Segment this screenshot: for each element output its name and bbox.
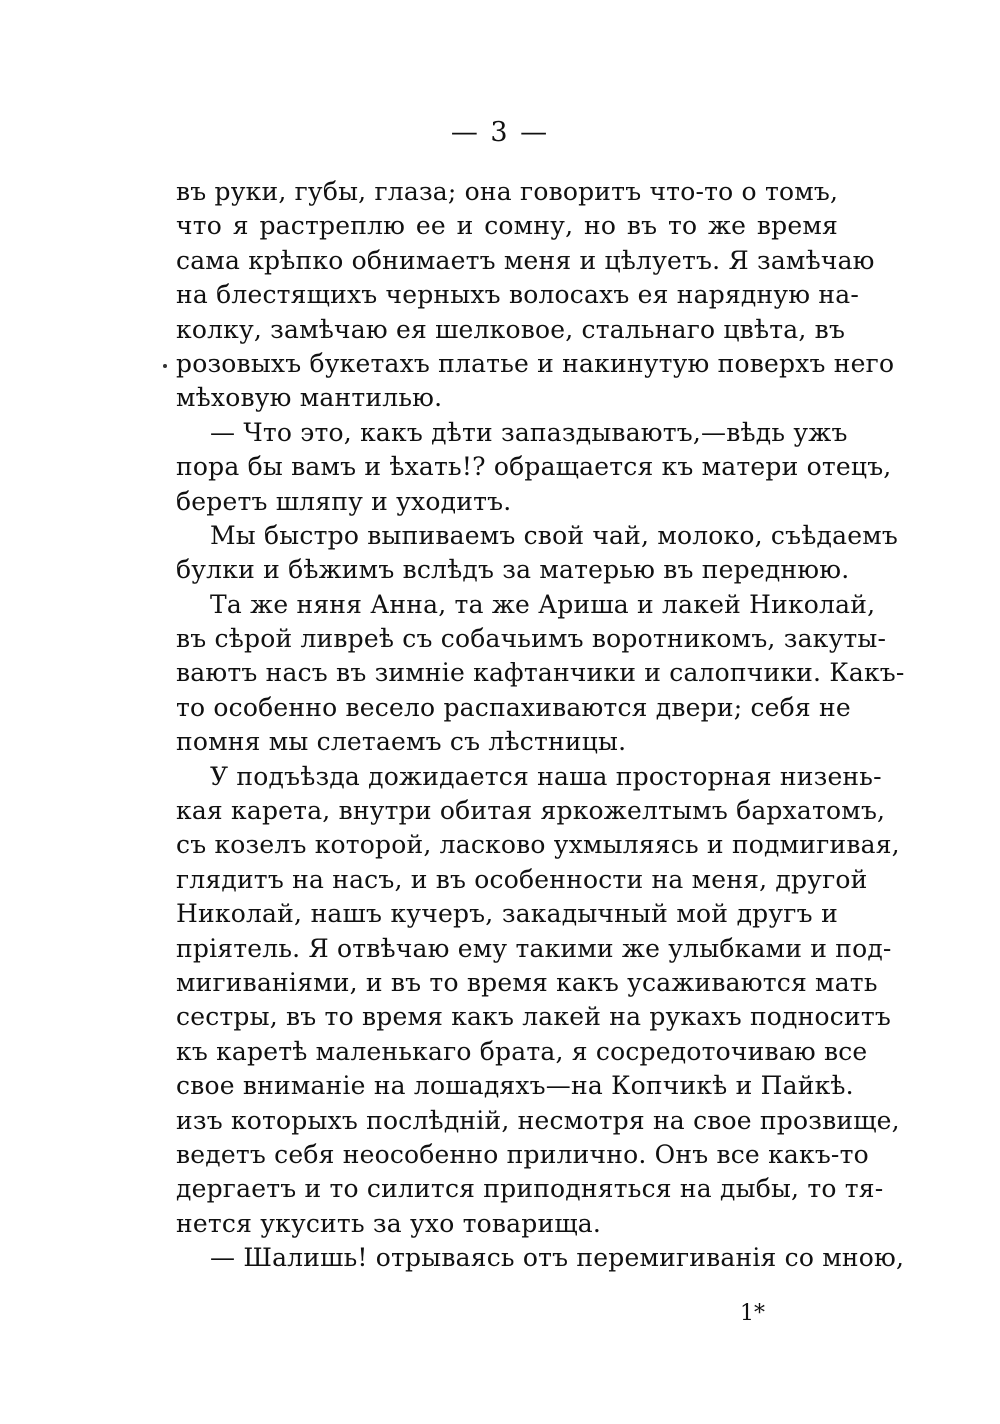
text-line: изъ которыхъ послѣдній, несмотря на свое прозвище, [176, 1105, 900, 1135]
text-line: — Шалишь! отрываясь отъ перемигиванія со мною, [210, 1243, 905, 1273]
text-line: нется укусить за ухо товарища. [176, 1208, 602, 1238]
text-line: булки и бѣжимъ вслѣдъ за матерью въ переднюю. [176, 555, 850, 585]
page-body-text [176, 175, 905, 1276]
text-line: пора бы вамъ и ѣхать!? обращается къ матери отецъ, [176, 452, 892, 482]
text-line: пріятель. Я отвѣчаю ему такими же улыбками и под- [176, 933, 892, 963]
text-line: ведетъ себя неособенно прилично. Онъ все какъ-то [176, 1139, 869, 1169]
text-line: беретъ шляпу и уходитъ. [176, 486, 512, 516]
text-line: съ козелъ которой, ласково ухмыляясь и подмигивая, [176, 830, 900, 860]
text-line: мѣховую мантилью. [176, 383, 443, 413]
margin-speck [163, 364, 167, 368]
text-line: Мы быстро выпиваемъ свой чай, молоко, съѣдаемъ [210, 520, 898, 550]
text-line: — Что это, какъ дѣти запаздываютъ,—вѣдь ужъ [210, 417, 848, 447]
text-line: въ руки, губы, глаза; она говоритъ что-то о томъ, [176, 177, 839, 206]
text-line: колку, замѣчаю ея шелковое, стальнаго цвѣта, въ [176, 314, 846, 344]
text-line: У подъѣзда дожидается наша просторная низень- [210, 761, 882, 791]
text-line: Та же няня Анна, та же Ариша и лакей Николай, [210, 589, 876, 619]
text-line: Николай, нашъ кучеръ, закадычный мой другъ и [176, 899, 838, 929]
text-line: на блестящихъ черныхъ волосахъ ея нарядную на- [176, 280, 860, 310]
text-line: глядитъ на насъ, и въ особенности на меня, другой [176, 864, 868, 894]
text-line: кая карета, внутри обитая яркожелтымъ бархатомъ, [176, 796, 886, 826]
text-line: то особенно весело распахиваются двери; себя не [176, 692, 851, 722]
text-line: къ каретѣ маленькаго брата, я сосредоточиваю все [176, 1036, 868, 1066]
text-line: помня мы слетаемъ съ лѣстницы. [176, 727, 627, 757]
text-line: дергаетъ и то силится приподняться на дыбы, то тя- [176, 1174, 884, 1204]
text-line: ваютъ насъ въ зимніе кафтанчики и салопчики. Какъ- [176, 658, 905, 688]
text-line: сама крѣпко обнимаетъ меня и цѣлуетъ. Я замѣчаю [176, 245, 875, 275]
page-number-header: — 3 — [450, 117, 550, 148]
signature-mark: 1* [740, 1301, 765, 1326]
text-line: мигиваніями, и въ то время какъ усаживаются мать [176, 967, 878, 997]
text-line: свое вниманіе на лошадяхъ—на Копчикѣ и Пайкѣ. [176, 1071, 854, 1101]
text-line: розовыхъ букетахъ платье и накинутую поверхъ него [176, 348, 895, 378]
text-line: что я растреплю ее и сомну, но въ то же время [176, 211, 838, 241]
text-line: въ сѣрой ливреѣ съ собачьимъ воротникомъ, закуты- [176, 624, 887, 654]
text-line: сестры, въ то время какъ лакей на рукахъ подноситъ [176, 1002, 891, 1032]
